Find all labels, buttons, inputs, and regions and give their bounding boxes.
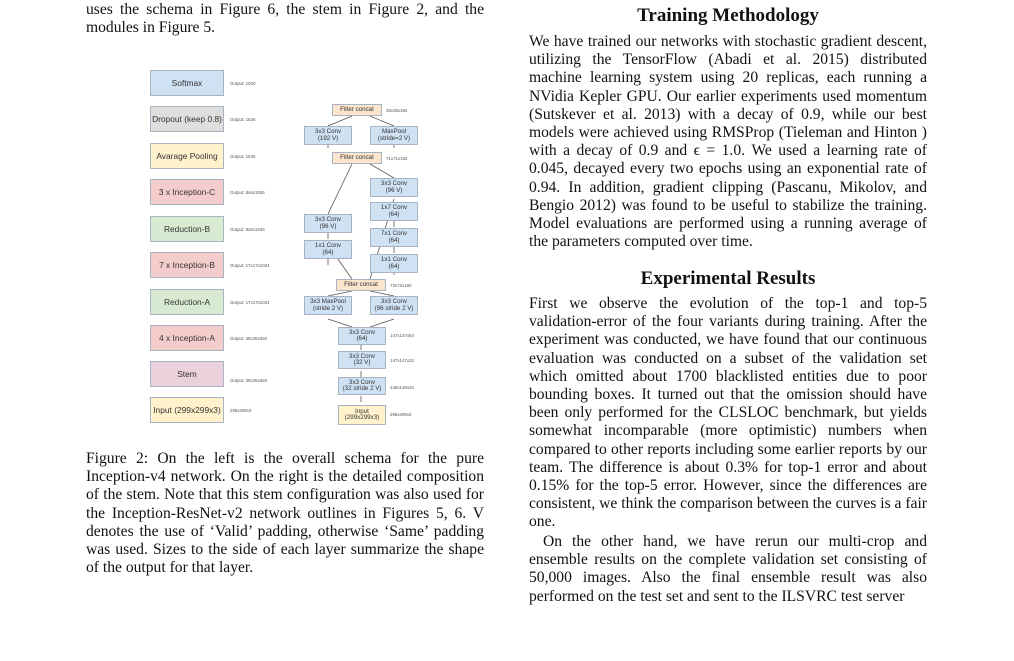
stem-filter-concat-low-size: 73x73x160 — [390, 283, 412, 288]
stem-conv-32-stride-2-size: 149x149x32 — [390, 385, 414, 390]
schema-output-inception-b: Output: 17x17x1024 — [230, 263, 270, 268]
stem-conv-1x1-left: 1x1 Conv (64) — [304, 240, 352, 259]
schema-output-inception-a: Output: 35x35x384 — [230, 336, 268, 341]
schema-block-inception-c: 3 x Inception-C — [150, 179, 224, 205]
paragraph-ensemble: On the other hand, we have rerun our multi-crop and ensemble results on the complete validation set consisting of 50,000 images. Also the final ensemble result was also performed on the test set and sent to the ILSVRC test server — [529, 533, 927, 605]
stem-conv-32-stride-2: 3x3 Conv (32 stride 2 V) — [338, 377, 386, 395]
stem-conv-192-v: 3x3 Conv (192 V) — [304, 126, 352, 145]
schema-output-softmax: Output: 1000 — [230, 81, 256, 86]
intro-text: uses the schema in Figure 6, the stem in Figure 2, and the modules in Figure 5. — [86, 1, 484, 37]
stem-maxpool-stride-2-v: 3x3 MaxPool (stride 2 V) — [304, 296, 352, 315]
schema-block-dropout: Dropout (keep 0.8) — [150, 106, 224, 132]
stem-input: Input (299x299x3) — [338, 405, 386, 425]
schema-output-stem: Output: 35x35x384 — [230, 378, 268, 383]
schema-output-reduction-b: Output: 8x8x1536 — [230, 227, 265, 232]
stem-conv-32-v-size: 147x147x32 — [390, 358, 414, 363]
stem-filter-concat-top-size: 35x35x384 — [386, 108, 408, 113]
schema-output-input: 299x299x3 — [230, 408, 252, 413]
stem-conv-64: 3x3 Conv (64) — [338, 327, 386, 345]
stem-conv-1x1-right: 1x1 Conv (64) — [370, 254, 418, 273]
schema-output-reduction-a: Output: 17x17x1024 — [230, 300, 270, 305]
stem-input-size: 299x299x3 — [390, 412, 412, 417]
stem-conv-32-v: 3x3 Conv (32 V) — [338, 351, 386, 369]
schema-block-reduction-a: Reduction-A — [150, 289, 224, 315]
stem-conv-7x1: 7x1 Conv (64) — [370, 228, 418, 247]
paragraph-results: First we observe the evolution of the top-1 and top-5 validation-error of the four variants during training. After the experiment was conducted, we have found that our continuous evaluation was conducted on a subset of the validation set which omitted about 1700 blacklisted entities due to poor bounding boxes. It turned out that the omission should have been only performed for the CLSLOC benchmark, but yields somewhat incomparable (more optimistic) numbers when compared to other reports including some earlier reports by our team. The difference is about 0.3% for top-1 error and about 0.15% for the top-5 error. However, since the differences are consistent, we think the comparison between the curves is a fair one. — [529, 295, 927, 531]
schema-block-input: Input (299x299x3) — [150, 397, 224, 423]
stem-filter-concat-mid: Filter concat — [332, 152, 382, 164]
schema-block-reduction-b: Reduction-B — [150, 216, 224, 242]
stem-filter-concat-mid-size: 71x71x192 — [386, 156, 408, 161]
stem-filter-concat-low: Filter concat — [336, 279, 386, 291]
figure-caption: Figure 2: On the left is the overall schema for the pure Inception-v4 network. On the right is the detailed composition of the stem. Note that this stem configuration was also used for the Inception-ResNet-v2 network outlines in Figures 5, 6. V denotes the use of ‘Valid’ padding, otherwise ‘Same’ padding was used. Sizes to the side of each layer summarize the shape of the output for that layer. — [86, 450, 484, 577]
schema-output-dropout: Output: 1536 — [230, 117, 256, 122]
schema-block-average-pooling: Avarage Pooling — [150, 143, 224, 169]
stem-maxpool-stride-2: MaxPool (stride=2 V) — [370, 126, 418, 145]
paragraph-training: We have trained our networks with stochastic gradient descent, utilizing the TensorFlow (Abadi et al. 2015) distributed machine learning system using 20 replicas, each running a NVidia Kepler GPU. Our earlier experiments used momentum (Sutskever et al. 2013) with a decay of 0.9, while our best models were achieved using RMSProp (Tieleman and Hinton ) with a decay of 0.9 and ϵ = 1.0. We used a learning rate of 0.045, decayed every two epochs using an exponential rate of 0.94. In addition, gradient clipping (Pascanu, Mikolov, and Bengio 2012) was found to be useful to stabilize the training. Model evaluations are performed using a running average of the parameters computed over time. — [529, 33, 927, 251]
schema-block-stem: Stem — [150, 361, 224, 387]
schema-output-average-pooling: Output: 1536 — [230, 154, 256, 159]
heading-training-methodology: Training Methodology — [637, 5, 819, 26]
stem-conv-96-stride-2: 3x3 Conv (96 stride 2 V) — [370, 296, 418, 315]
stem-filter-concat-top: Filter concat — [332, 104, 382, 116]
stem-conv-1x7: 1x7 Conv (64) — [370, 202, 418, 221]
stem-conv-96-v-right: 3x3 Conv (96 V) — [370, 178, 418, 197]
schema-block-inception-b: 7 x Inception-B — [150, 252, 224, 278]
schema-output-inception-c: Output: 8x8x1536 — [230, 190, 265, 195]
stem-conv-96-v-left: 3x3 Conv (96 V) — [304, 214, 352, 233]
schema-block-inception-a: 4 x Inception-A — [150, 325, 224, 351]
stem-conv-64-size: 147x147x64 — [390, 333, 414, 338]
figure-2-diagram — [140, 64, 430, 436]
schema-block-softmax: Softmax — [150, 70, 224, 96]
heading-experimental-results: Experimental Results — [640, 268, 816, 289]
